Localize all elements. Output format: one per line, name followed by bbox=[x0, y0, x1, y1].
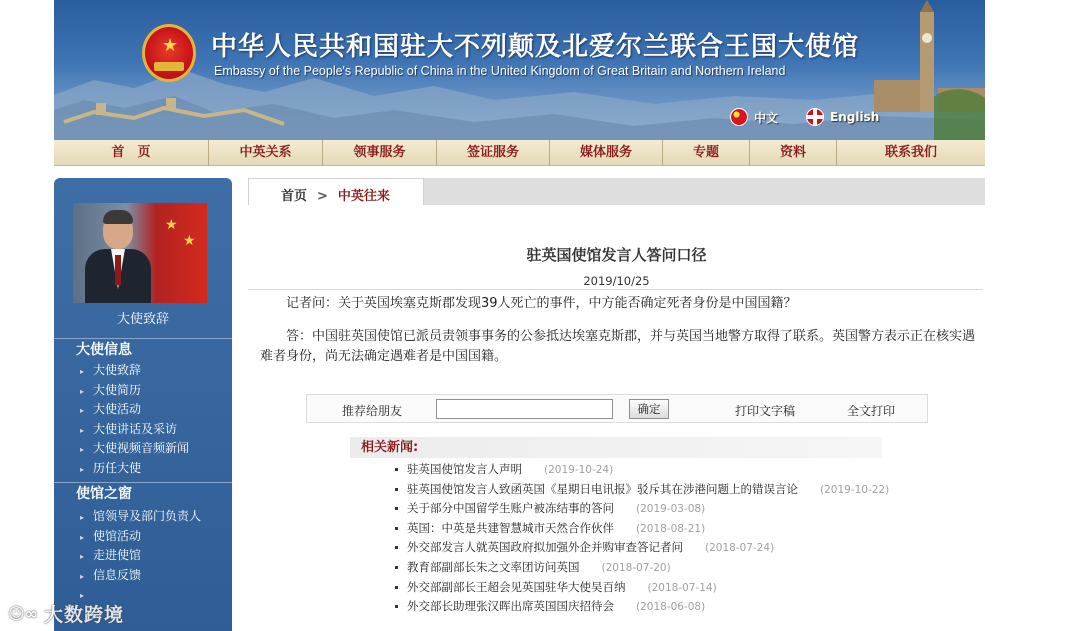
related-news-date: (2018-06-08) bbox=[636, 601, 706, 614]
related-news-item bbox=[395, 578, 995, 598]
sidebar bbox=[54, 178, 232, 631]
breadcrumb-tab bbox=[248, 178, 424, 205]
breadcrumb-separator: > bbox=[317, 189, 328, 204]
header-banner bbox=[54, 0, 985, 140]
uk-flag-icon bbox=[806, 108, 824, 126]
breadcrumb-current[interactable]: 中英往来 bbox=[337, 189, 390, 204]
lang-switch-chinese[interactable] bbox=[730, 108, 778, 126]
recommend-email-input[interactable] bbox=[436, 399, 613, 419]
watermark bbox=[8, 600, 124, 627]
sidebar-list-embassy bbox=[54, 507, 232, 605]
site-title-en: Embassy of the People's Republic of China in the United Kingdom of Great Britain and Northern Ireland bbox=[214, 64, 786, 78]
related-news-date: (2019-03-08) bbox=[636, 503, 706, 516]
related-news-date: (2019-10-24) bbox=[544, 464, 614, 476]
nav-sino-uk-relations[interactable]: 中英关系 bbox=[209, 140, 323, 166]
nav-home[interactable]: 首 页 bbox=[54, 140, 209, 166]
arrow-right-icon: ▸ bbox=[80, 367, 85, 376]
arrow-right-icon: ▸ bbox=[80, 532, 85, 542]
nav-resources[interactable]: 资料 bbox=[750, 140, 837, 166]
watermark-logo-icon: ☺∞ bbox=[8, 604, 39, 623]
breadcrumb bbox=[281, 185, 390, 204]
flag-star-icon: ★ bbox=[183, 233, 196, 249]
sidebar-section-ambassador-info: 大使信息 bbox=[54, 338, 232, 360]
sidebar-item-former-ambassadors[interactable]: ▸ 历任大使 bbox=[80, 460, 142, 475]
flag-star-icon: ★ bbox=[165, 217, 178, 233]
sidebar-item-ambassador-bio[interactable]: ▸ 大使简历 bbox=[80, 382, 142, 397]
sidebar-item-visit-embassy[interactable]: ▸ 走进使馆 bbox=[80, 548, 142, 563]
related-news-heading: 相关新闻: bbox=[350, 437, 882, 458]
arrow-right-icon: ▸ bbox=[80, 386, 85, 396]
related-news-link[interactable]: 外交部发言人就英国政府拟加强外企并购审查答记者问 bbox=[407, 540, 683, 555]
related-news-item bbox=[395, 538, 995, 558]
related-news-item bbox=[395, 558, 995, 578]
nav-consular-services[interactable]: 领事服务 bbox=[323, 140, 437, 166]
related-news-date: (2018-07-20) bbox=[601, 561, 671, 574]
sidebar-item-embassy-leaders[interactable]: ▸ 馆领导及部门负责人 bbox=[80, 509, 202, 523]
article-date: 2019/10/25 bbox=[583, 274, 650, 288]
related-news-link[interactable]: 英国：中英是共建智慧城市天然合作伙伴 bbox=[407, 520, 614, 535]
related-news-link[interactable]: 驻英国使馆发言人致函英国《星期日电讯报》驳斥其在涉港问题上的错误言论 bbox=[407, 481, 798, 496]
related-news-item bbox=[395, 480, 995, 500]
lang-label-cn: 中文 bbox=[754, 110, 779, 125]
nav-contact-us[interactable]: 联系我们 bbox=[884, 145, 937, 160]
arrow-right-icon: ▸ bbox=[80, 571, 85, 581]
breadcrumb-bar bbox=[248, 178, 985, 205]
related-news-item bbox=[395, 499, 995, 519]
article-title: 驻英国使馆发言人答问口径 bbox=[526, 246, 707, 264]
sidebar-item-ambassador-activities[interactable]: ▸ 大使活动 bbox=[80, 402, 142, 417]
arrow-right-icon: ▸ bbox=[80, 552, 85, 562]
related-news-date: (2018-07-14) bbox=[647, 581, 717, 594]
arrow-right-icon: ▸ bbox=[80, 464, 85, 474]
arrow-right-icon: ▸ bbox=[80, 591, 85, 601]
arrow-right-icon: ▸ bbox=[80, 445, 85, 455]
sidebar-item-ambassador-media[interactable]: ▸ 大使视频音频新闻 bbox=[80, 441, 190, 456]
lang-switch-english[interactable] bbox=[806, 108, 879, 126]
article-question: 记者问：关于英国埃塞克斯郡发现39人死亡的事件，中方能否确定死者身份是中国国籍？ bbox=[286, 296, 797, 311]
nav-media-services[interactable]: 媒体服务 bbox=[550, 140, 663, 166]
china-flag-icon bbox=[730, 108, 748, 126]
sidebar-section-embassy-window: 使馆之窗 bbox=[54, 482, 232, 504]
related-news-date: (2019-10-22) bbox=[820, 483, 890, 496]
arrow-right-icon: ▸ bbox=[80, 425, 85, 435]
national-emblem-icon: ★ bbox=[142, 24, 196, 82]
sidebar-item-embassy-activities[interactable]: ▸ 使馆活动 bbox=[80, 528, 142, 543]
share-toolbar bbox=[306, 394, 928, 423]
related-news-item bbox=[395, 597, 995, 617]
sidebar-item-ambassador-speech[interactable]: ▸ 大使致辞 bbox=[80, 363, 142, 377]
sidebar-item-ambassador-speeches-interviews[interactable]: ▸ 大使讲话及采访 bbox=[80, 421, 178, 436]
arrow-right-icon: ▸ bbox=[80, 406, 85, 416]
related-news-item bbox=[395, 460, 995, 480]
related-news-item bbox=[395, 519, 995, 539]
print-full-link[interactable]: 全文打印 bbox=[847, 404, 896, 418]
breadcrumb-home[interactable]: 首页 bbox=[281, 189, 308, 204]
sidebar-item-feedback[interactable]: ▸ 信息反馈 bbox=[80, 567, 142, 582]
related-news-list bbox=[395, 460, 995, 617]
arrow-right-icon: ▸ bbox=[80, 513, 85, 522]
related-news-date: (2018-07-24) bbox=[705, 542, 775, 555]
related-news-link[interactable]: 关于部分中国留学生账户被冻结事的答问 bbox=[407, 501, 614, 516]
nav-visa-services[interactable]: 签证服务 bbox=[437, 140, 550, 166]
lang-label-en: English bbox=[830, 110, 880, 124]
related-news-link[interactable]: 教育部副部长朱之文率团访问英国 bbox=[407, 559, 580, 574]
site-title-cn: 中华人民共和国驻大不列颠及北爱尔兰联合王国大使馆 bbox=[211, 32, 860, 62]
nav-topics[interactable]: 专题 bbox=[663, 140, 750, 166]
related-news-link[interactable]: 驻英国使馆发言人声明 bbox=[407, 462, 522, 476]
article-answer: 答：中国驻英国使馆已派员责领事事务的公参抵达埃塞克斯郡，并与英国当地警方取得了联系。英国警方表示正在核实遇难者身份，尚无法确定遇难者是中国国籍。 bbox=[260, 329, 976, 364]
photo-caption-link[interactable]: 大使致辞 bbox=[116, 312, 169, 327]
watermark-text: 大数跨境 bbox=[44, 604, 125, 626]
recommend-label: 推荐给朋友 bbox=[342, 404, 403, 418]
related-news-link[interactable]: 外交部长助理张汉晖出席英国国庆招待会 bbox=[407, 599, 614, 614]
related-news-link[interactable]: 外交部副部长王超会见英国驻华大使吴百纳 bbox=[407, 579, 626, 594]
related-news-date: (2018-08-21) bbox=[636, 522, 706, 535]
sidebar-list-ambassador bbox=[54, 361, 232, 479]
confirm-button[interactable]: 确定 bbox=[629, 399, 669, 419]
print-text-link[interactable]: 打印文字稿 bbox=[735, 404, 796, 418]
main-nav bbox=[54, 140, 985, 166]
ambassador-photo[interactable] bbox=[73, 203, 207, 303]
article-divider bbox=[248, 289, 983, 290]
